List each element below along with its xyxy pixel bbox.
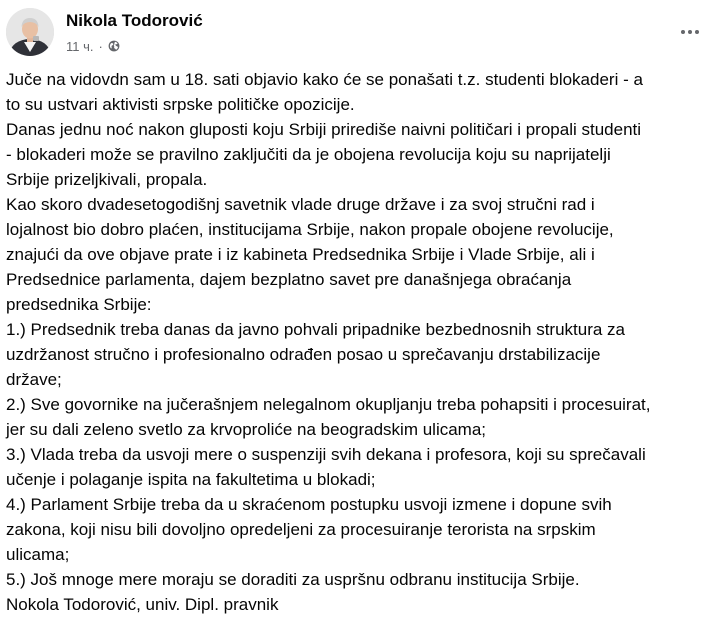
post-header: [0, 0, 718, 64]
avatar-portrait-icon: [6, 8, 54, 56]
avatar[interactable]: [6, 8, 54, 56]
post-text-line: jer su dali zeleno svetlo za krvoproliće na beogradskim ulicama;: [6, 420, 487, 439]
post-text-line: Juče na vidovdn sam u 18. sati objavio kako će se ponašati t.z. studenti blokaderi - a: [6, 70, 643, 89]
post-text-line: 1.) Predsednik treba danas da javno pohvali pripadnike bezbednosnih struktura za: [6, 320, 626, 339]
post-text-line: Kao skoro dvadesetogodišnj savetnik vlade druge države i za svoj stručni rad i: [6, 195, 595, 214]
post-timestamp[interactable]: 11 ч.: [66, 38, 94, 54]
post-text-line: lojalnost bio dobro plaćen, institucijama Srbije, nakon propale obojene revolucije,: [6, 220, 614, 239]
post-text-line: Predsednice parlamenta, dajem bezplatno savet pre današnjega obraćanja: [6, 270, 572, 289]
post-text-line: Danas jednu noć nakon gluposti koju Srbiji prirediše naivni političari i propali studenti: [6, 120, 642, 139]
author-name[interactable]: Nikola Todorović: [66, 11, 203, 30]
post-text-line: 4.) Parlament Srbije treba da u skraćenom postupku usvoji izmene i dopune svih: [6, 495, 612, 514]
post-text: [6, 67, 714, 617]
post-text-line: države;: [6, 370, 62, 389]
post-text-line: 3.) Vlada treba da usvoji mere o suspenziji svih dekana i profesora, koji su sprečavali: [6, 445, 646, 464]
more-dots-icon: [681, 30, 699, 34]
meta-separator: ·: [98, 38, 103, 54]
post-text-line: 5.) Još mnoge mere moraju se doraditi za uspršnu odbranu institucija Srbije.: [6, 570, 580, 589]
post-text-line: znajući da ove objave prate i iz kabineta Predsednika Srbije i Vlade Srbije, ali i: [6, 245, 595, 264]
post-text-line: to su ustvari aktivisti srpske političke opozicije.: [6, 95, 355, 114]
post-text-line: Nokola Todorović, univ. Dipl. pravnik: [6, 595, 279, 614]
post-text-line: uzdržanost stručno i profesionalno odrađen posao u sprečavanju drstabilizacije: [6, 345, 601, 364]
post-text-line: predsednika Srbije:: [6, 295, 152, 314]
post-text-line: zakona, koji nisu bili dovoljno opredeljeni za procesuiranje terorista na srpskim: [6, 520, 596, 539]
more-options-button[interactable]: [672, 14, 708, 50]
post-text-line: učenje i polaganje ispita na fakultetima u blokadi;: [6, 470, 376, 489]
post-text-line: Srbije prizeljkivali, propala.: [6, 170, 208, 189]
post-text-line: - blokaderi može se pravilno zaključiti da je obojena revolucija koju su naprijatelji: [6, 145, 611, 164]
post-text-line: 2.) Sve govornike na jučerašnjem nelegalnom okupljanju treba pohapsiti i procesuirat,: [6, 395, 651, 414]
globe-icon[interactable]: [108, 40, 120, 52]
post-meta: [66, 37, 120, 55]
post-text-line: ulicama;: [6, 545, 70, 564]
